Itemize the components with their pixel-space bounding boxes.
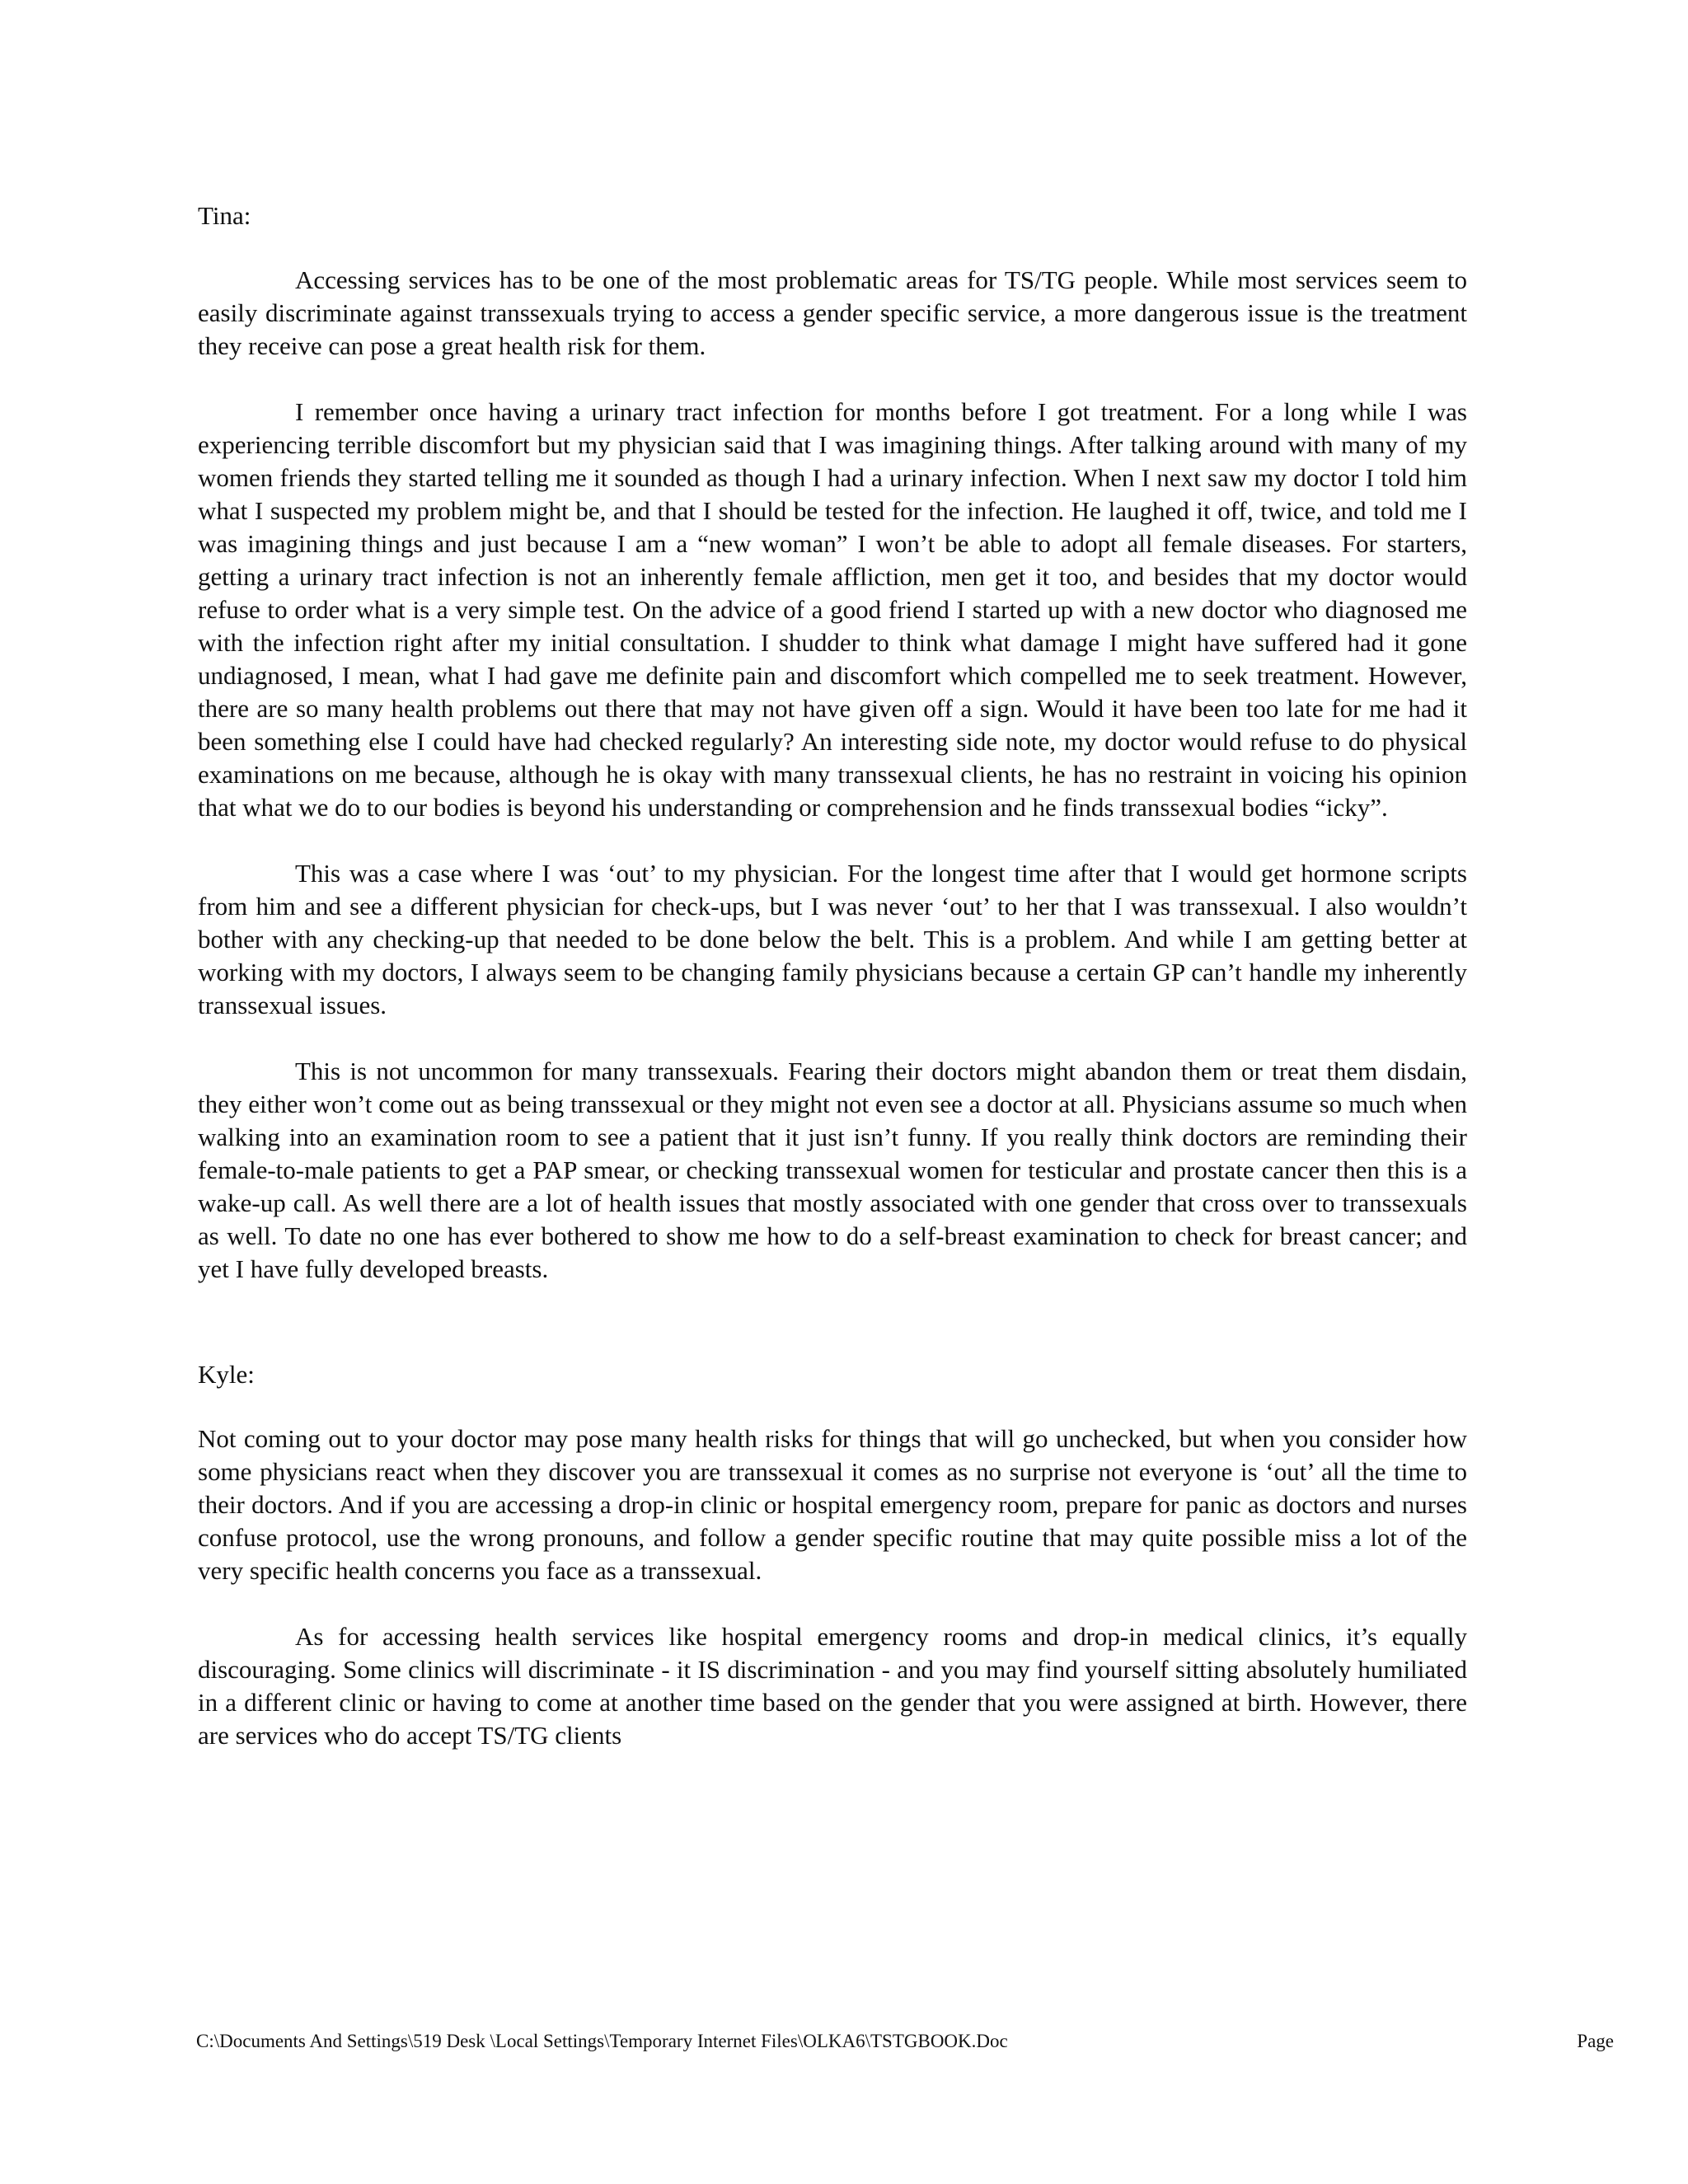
paragraph: As for accessing health services like hospital emergency rooms and drop-in medical clinics, it’s equally discouraging. Some clinics will discriminate - it IS discrimination - and you may find yourself sitting absolutely humiliated in a different clinic or having to come at another time based on the gender that you were assigned at birth. However, there are services who do accept TS/TG clients [198, 1622, 1467, 1750]
speaker-label-kyle: Kyle: [198, 1360, 255, 1389]
file-path: C:\Documents And Settings\519 Desk \Local Settings\Temporary Internet Files\OLKA6\TSTGBOOK.Doc [196, 2031, 1008, 2051]
paragraph: This is not uncommon for many transsexuals. Fearing their doctors might abandon them or treat them disdain, they either won’t come out as being transsexual or they might not even see a doctor at all. Physicians assume so much when walking into an examination room to see a patient that it just isn’t funny. If you really think doctors are reminding their female-to-male patients to get a PAP smear, or checking transsexual women for testicular and prostate cancer then this is a wake-up call. As well there are a lot of health issues that mostly associated with one gender that cross over to transsexuals as well. To date no one has ever bothered to show me how to do a self-breast examination to check for breast cancer; and yet I have fully developed breasts. [198, 1057, 1467, 1283]
paragraph: Not coming out to your doctor may pose many health risks for things that will go unchecked, but when you consider how some physicians react when they discover you are transsexual it comes as no surprise not everyone is ‘out’ all the time to their doctors. And if you are accessing a drop-in clinic or hospital emergency room, prepare for panic as doctors and nurses confuse protocol, use the wrong pronouns, and follow a gender specific routine that may quite possible miss a lot of the very specific health concerns you face as a transsexual. [198, 1424, 1467, 1585]
paragraph: I remember once having a urinary tract infection for months before I got treatment. For a long while I was experiencing terrible discomfort but my physician said that I was imagining things. After talking around with many of my women friends they started telling me it sounded as though I had a urinary infection. When I next saw my doctor I told him what I suspected my problem might be, and that I should be tested for the infection. He laughed it off, twice, and told me I was imagining things and just because I am a “new woman” I won’t be able to adopt all female diseases. For starters, getting a urinary tract infection is not an inherently female affliction, men get it too, and besides that my doctor would refuse to order what is a very simple test. On the advice of a good friend I started up with a new doctor who diagnosed me with the infection right after my initial consultation. I shudder to think what damage I might have suffered had it gone undiagnosed, I mean, what I had gave me definite pain and discomfort which compelled me to seek treatment. However, there are so many health problems out there that may not have given off a sign. Would it have been too late for me had it been something else I could have had checked regularly? An interesting side note, my doctor would refuse to do physical examinations on me because, although he is okay with many transsexual clients, he has no restraint in voicing his opinion that what we do to our bodies is beyond his understanding or comprehension and he finds transsexual bodies “icky”. [198, 397, 1467, 822]
paragraph: This was a case where I was ‘out’ to my physician. For the longest time after that I would get hormone scripts from him and see a different physician for check-ups, but I was never ‘out’ to her that I was transsexual. I also wouldn’t bother with any checking-up that needed to be done below the belt. This is a problem. And while I am getting better at working with my doctors, I always seem to be changing family physicians because a certain GP can’t handle my inherently transsexual issues. [198, 859, 1467, 1019]
document-body [198, 199, 1467, 1785]
page-number-label: Page [1577, 2031, 1614, 2051]
paragraph: Accessing services has to be one of the most problematic areas for TS/TG people. While most services seem to easily discriminate against transsexuals trying to access a gender specific service, a more dangerous issue is the treatment they receive can pose a great health risk for them. [198, 265, 1467, 360]
speaker-label-tina: Tina: [198, 201, 251, 230]
page-footer [196, 2027, 1614, 2055]
